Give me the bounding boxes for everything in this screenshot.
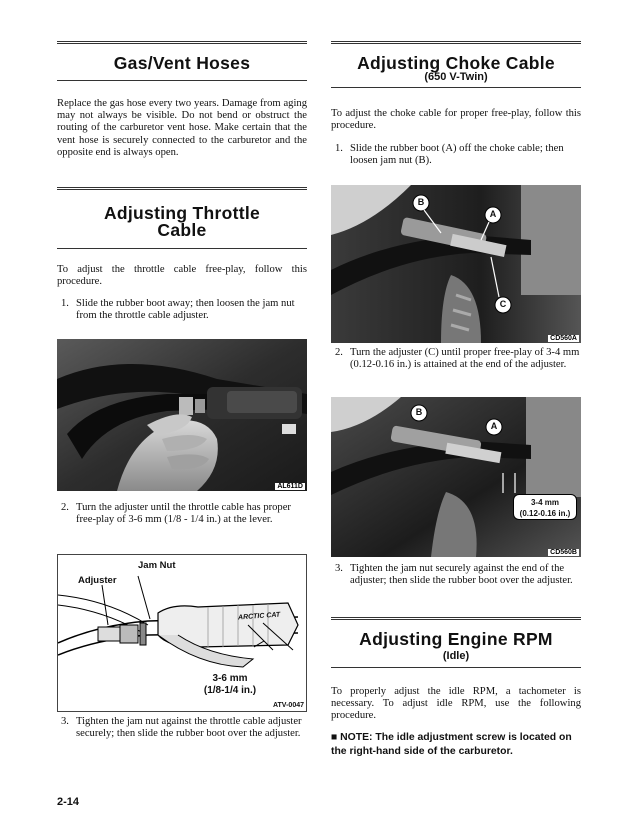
step-number: 1.	[335, 143, 343, 154]
diagram-measure-mm: 3-6 mm	[212, 673, 248, 684]
section-rule-bottom	[331, 87, 581, 88]
choke-photo-1-label-b: B	[417, 197, 425, 207]
engine-rpm-subtitle: (Idle)	[442, 650, 470, 662]
choke-photo-1-illustration	[331, 185, 581, 343]
section-rule-bottom	[57, 248, 307, 249]
step-number: 2.	[335, 347, 343, 358]
choke-photo-1-label-a: A	[489, 209, 497, 219]
choke-photo-2-label-a: A	[490, 421, 498, 431]
step-number: 3.	[335, 563, 343, 574]
step-text: Turn the adjuster until the throttle cable has proper free-play of 3-6 mm (1/8 - 1/4 in.) at the lever.	[76, 502, 291, 526]
engine-rpm-note	[331, 731, 581, 758]
step-number: 2.	[61, 502, 69, 513]
throttle-intro: To adjust the throttle cable free-play, follow this procedure.	[57, 264, 307, 288]
choke-photo-1	[331, 185, 581, 343]
step-text: Slide the rubber boot (A) off the choke cable; then loosen jam nut (B).	[350, 143, 564, 167]
choke-photo-2-measure	[513, 494, 577, 520]
measure-in: (0.12-0.16 in.)	[519, 509, 571, 518]
step-text: Tighten the jam nut securely against the end of the adjuster; then slide the rubber boot over the adjuster.	[350, 563, 573, 587]
page-number: 2-14	[57, 796, 80, 808]
choke-subtitle: (650 V-Twin)	[424, 71, 488, 83]
step-text: Tighten the jam nut against the throttle cable adjuster securely; then slide the rubber boot over the adjuster.	[76, 716, 302, 740]
choke-step-2	[335, 347, 581, 385]
section-rule-top	[331, 617, 581, 620]
choke-photo-2	[331, 397, 581, 557]
diagram-grip-text: ARCTIC CAT	[237, 611, 281, 622]
measure-mm: 3-4 mm	[530, 498, 559, 507]
diagram-label-jam-nut: Jam Nut	[138, 560, 176, 571]
section-rule-top	[331, 41, 581, 44]
throttle-step-1	[61, 298, 307, 324]
gas-vent-body: Replace the gas hose every two years. Damage from aging may not always be visible. Do not bend or obstruct the routing of the carburetor vent hose. Make certain that the vent hose is securely connected to the carburetor and the opposite end is always open.	[57, 98, 307, 158]
choke-photo-1-label-c: C	[499, 299, 507, 309]
throttle-diagram	[57, 554, 307, 712]
choke-photo-1-caption: CD560A	[550, 335, 577, 342]
step-number: 3.	[61, 716, 69, 727]
throttle-title-line2: Cable	[157, 220, 207, 240]
diagram-measure-in: (1/8-1/4 in.)	[203, 685, 257, 696]
diagram-measure	[200, 673, 260, 697]
section-rule-top	[57, 187, 307, 190]
gas-vent-title: Gas/Vent Hoses	[113, 53, 251, 73]
choke-intro: To adjust the choke cable for proper free-play, follow this procedure.	[331, 108, 581, 132]
throttle-step-2	[61, 502, 307, 540]
throttle-photo-caption: AL611D	[277, 483, 303, 490]
note-text: NOTE: The idle adjustment screw is located on the right-hand side of the carburetor.	[331, 732, 572, 757]
throttle-photo-illustration	[57, 339, 307, 491]
choke-photo-2-illustration	[331, 397, 581, 557]
section-rule-bottom	[331, 667, 581, 668]
engine-rpm-title: Adjusting Engine RPM	[359, 629, 553, 649]
note-marker: ■	[331, 732, 338, 743]
choke-step-1	[335, 143, 581, 169]
choke-photo-2-caption: CD560B	[550, 549, 577, 556]
section-rule-top	[57, 41, 307, 44]
throttle-photo	[57, 339, 307, 491]
engine-rpm-intro: To properly adjust the idle RPM, a tachometer is necessary. To adjust idle RPM, use the following procedure.	[331, 686, 581, 722]
choke-title: Adjusting Choke Cable	[357, 53, 555, 73]
step-text: Slide the rubber boot away; then loosen the jam nut from the throttle cable adjuster.	[76, 298, 295, 322]
choke-photo-2-label-b: B	[415, 407, 423, 417]
throttle-diagram-caption: ATV-0047	[273, 702, 304, 709]
choke-step-3	[335, 563, 581, 601]
throttle-title-line1: Adjusting Throttle	[103, 203, 261, 223]
diagram-label-adjuster: Adjuster	[78, 575, 117, 586]
throttle-step-3	[61, 716, 307, 754]
step-text: Turn the adjuster (C) until proper free-play of 3-4 mm (0.12-0.16 in.) is attained at the end of the adjuster.	[350, 347, 580, 371]
section-rule-bottom	[57, 80, 307, 81]
step-number: 1.	[61, 298, 69, 309]
